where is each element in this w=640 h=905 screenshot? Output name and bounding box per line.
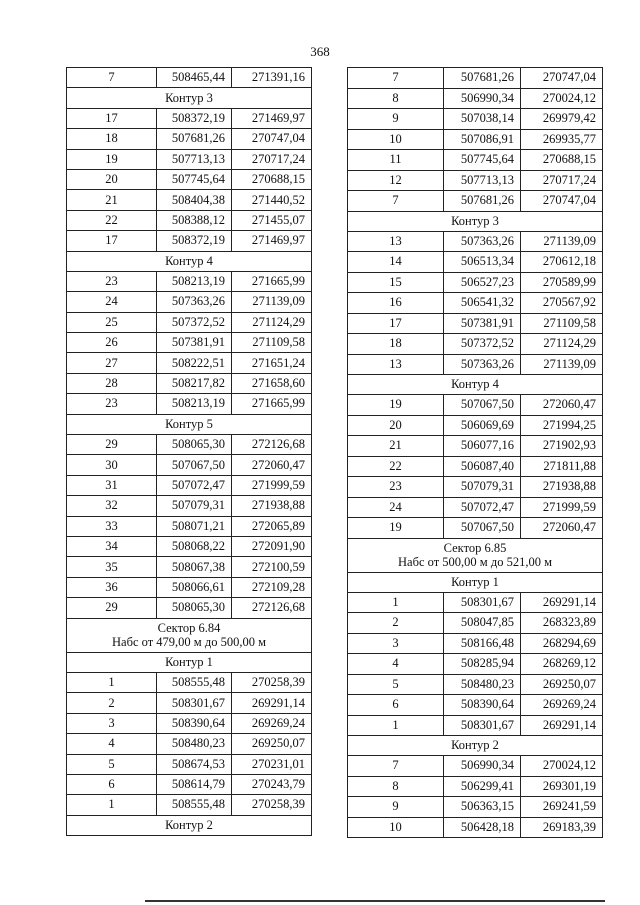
- coordinate-x: 507681,26: [444, 191, 521, 212]
- coordinate-y: 271811,88: [521, 456, 603, 477]
- coordinate-y: 269269,24: [232, 713, 312, 733]
- point-number: 11: [348, 150, 444, 171]
- coordinate-y: 269979,42: [521, 109, 603, 130]
- coordinate-x: 508480,23: [444, 674, 521, 695]
- coordinate-x: 507038,14: [444, 109, 521, 130]
- coordinate-y: 271440,52: [232, 190, 312, 210]
- table-row: [67, 435, 312, 455]
- coordinate-y: 271658,60: [232, 373, 312, 393]
- point-number: 6: [67, 774, 157, 794]
- point-number: 23: [67, 394, 157, 414]
- contour-header: Контур 2: [348, 736, 603, 756]
- coordinate-y: 269935,77: [521, 129, 603, 150]
- table-row: [67, 598, 312, 618]
- table-row: [348, 756, 603, 777]
- table-row: [348, 674, 603, 695]
- table-row: [67, 108, 312, 128]
- coordinate-y: 270717,24: [232, 149, 312, 169]
- point-number: 33: [67, 516, 157, 536]
- coordinate-x: 507079,31: [157, 496, 232, 516]
- table-row: [67, 394, 312, 414]
- point-number: 17: [67, 108, 157, 128]
- coordinate-x: 508301,67: [444, 715, 521, 736]
- point-number: 7: [348, 756, 444, 777]
- coordinate-y: 271938,88: [521, 477, 603, 498]
- coordinate-x: 508071,21: [157, 516, 232, 536]
- table-row: [67, 475, 312, 495]
- coordinate-x: 508301,67: [157, 693, 232, 713]
- coordinate-x: 507372,52: [157, 312, 232, 332]
- coordinate-y: 270717,24: [521, 170, 603, 191]
- table-row: [348, 252, 603, 273]
- sector-header-row: [67, 618, 312, 652]
- table-row: [67, 754, 312, 774]
- table-row: [67, 149, 312, 169]
- table-row: [67, 795, 312, 815]
- coordinate-y: 270612,18: [521, 252, 603, 273]
- table-row: [67, 713, 312, 733]
- table-row: [348, 272, 603, 293]
- table-row: [348, 518, 603, 539]
- coordinate-x: 508465,44: [157, 68, 232, 88]
- contour-header-row: [348, 375, 603, 395]
- coordinate-y: 270747,04: [521, 191, 603, 212]
- coordinate-x: 506527,23: [444, 272, 521, 293]
- point-number: 9: [348, 109, 444, 130]
- coordinate-x: 507086,91: [444, 129, 521, 150]
- point-number: 4: [67, 734, 157, 754]
- table-row: [67, 271, 312, 291]
- coordinate-x: 507067,50: [444, 395, 521, 416]
- point-number: 23: [348, 477, 444, 498]
- point-number: 14: [348, 252, 444, 273]
- point-number: 10: [348, 817, 444, 838]
- sector-title: Сектор 6.84: [157, 621, 221, 636]
- point-number: 18: [348, 334, 444, 355]
- coordinate-y: 270688,15: [521, 150, 603, 171]
- coordinate-y: 271109,58: [232, 333, 312, 353]
- contour-header-row: [67, 88, 312, 108]
- point-number: 5: [67, 754, 157, 774]
- point-number: 4: [348, 654, 444, 675]
- coordinate-y: 270231,01: [232, 754, 312, 774]
- contour-header: Контур 3: [348, 211, 603, 231]
- coordinate-y: 270024,12: [521, 88, 603, 109]
- contour-header: Контур 2: [67, 815, 312, 835]
- coordinate-y: 271651,24: [232, 353, 312, 373]
- point-number: 1: [67, 795, 157, 815]
- coordinate-x: 508555,48: [157, 795, 232, 815]
- table-row: [348, 633, 603, 654]
- table-row: [348, 150, 603, 171]
- coordinate-x: 506428,18: [444, 817, 521, 838]
- point-number: 36: [67, 577, 157, 597]
- point-number: 27: [67, 353, 157, 373]
- point-number: 2: [348, 613, 444, 634]
- coordinate-y: 272060,47: [521, 395, 603, 416]
- point-number: 24: [348, 497, 444, 518]
- coordinate-y: 269250,07: [232, 734, 312, 754]
- bottom-rule: [145, 900, 605, 902]
- point-number: 9: [348, 797, 444, 818]
- point-number: 3: [67, 713, 157, 733]
- coordinate-y: 269269,24: [521, 695, 603, 716]
- point-number: 22: [348, 456, 444, 477]
- coordinate-y: 270747,04: [232, 129, 312, 149]
- point-number: 35: [67, 557, 157, 577]
- point-number: 24: [67, 292, 157, 312]
- coordinate-x: 506541,32: [444, 293, 521, 314]
- coordinate-y: 271124,29: [521, 334, 603, 355]
- coordinate-x: 506363,15: [444, 797, 521, 818]
- coordinate-x: 507067,50: [157, 455, 232, 475]
- coordinate-y: 271999,59: [232, 475, 312, 495]
- sector-header: [348, 538, 603, 572]
- point-number: 8: [348, 88, 444, 109]
- coordinate-y: 270258,39: [232, 672, 312, 692]
- coordinate-y: 272065,89: [232, 516, 312, 536]
- table-row: [348, 191, 603, 212]
- table-row: [67, 312, 312, 332]
- coordinate-x: 507713,13: [157, 149, 232, 169]
- point-number: 31: [67, 475, 157, 495]
- sector-header: [67, 618, 312, 652]
- coordinate-x: 508222,51: [157, 353, 232, 373]
- point-number: 10: [348, 129, 444, 150]
- coordinates-table-right: [347, 67, 603, 838]
- point-number: 29: [67, 598, 157, 618]
- coordinate-x: 507067,50: [444, 518, 521, 539]
- coordinate-y: 268323,89: [521, 613, 603, 634]
- coordinate-x: 508301,67: [444, 592, 521, 613]
- table-row: [67, 536, 312, 556]
- contour-header-row: [348, 572, 603, 592]
- table-row: [348, 654, 603, 675]
- table-row: [348, 436, 603, 457]
- point-number: 26: [67, 333, 157, 353]
- sector-title: Сектор 6.85: [443, 541, 507, 555]
- table-row: [348, 395, 603, 416]
- coordinate-y: 271665,99: [232, 271, 312, 291]
- sector-header-row: [348, 538, 603, 572]
- coordinate-y: 272109,28: [232, 577, 312, 597]
- coordinate-x: 506069,69: [444, 415, 521, 436]
- coordinates-table-left: [66, 67, 312, 836]
- coordinate-y: 268269,12: [521, 654, 603, 675]
- table-row: [348, 129, 603, 150]
- point-number: 20: [67, 169, 157, 189]
- coordinate-x: 507745,64: [157, 169, 232, 189]
- coordinate-x: 508614,79: [157, 774, 232, 794]
- point-number: 7: [348, 68, 444, 89]
- coordinate-y: 272126,68: [232, 598, 312, 618]
- coordinate-x: 507363,26: [444, 354, 521, 375]
- table-row: [348, 592, 603, 613]
- coordinate-y: 269291,14: [521, 715, 603, 736]
- point-number: 17: [67, 231, 157, 251]
- point-number: 17: [348, 313, 444, 334]
- point-number: 25: [67, 312, 157, 332]
- table-row: [67, 774, 312, 794]
- coordinate-x: 508166,48: [444, 633, 521, 654]
- table-row: [67, 231, 312, 251]
- point-number: 34: [67, 536, 157, 556]
- contour-header-row: [67, 414, 312, 434]
- coordinate-y: 271469,97: [232, 108, 312, 128]
- point-number: 13: [348, 231, 444, 252]
- coordinate-y: 271665,99: [232, 394, 312, 414]
- coordinate-x: 508372,19: [157, 231, 232, 251]
- coordinate-y: 272060,47: [232, 455, 312, 475]
- point-number: 5: [348, 674, 444, 695]
- table-row: [67, 169, 312, 189]
- table-row: [348, 313, 603, 334]
- contour-header-row: [67, 652, 312, 672]
- point-number: 2: [67, 693, 157, 713]
- coordinate-y: 272091,90: [232, 536, 312, 556]
- coordinate-x: 508066,61: [157, 577, 232, 597]
- table-row: [348, 415, 603, 436]
- point-number: 23: [67, 271, 157, 291]
- coordinate-y: 271139,09: [232, 292, 312, 312]
- table-row: [348, 497, 603, 518]
- coordinate-x: 507072,47: [157, 475, 232, 495]
- coordinate-x: 508555,48: [157, 672, 232, 692]
- table-row: [348, 776, 603, 797]
- coordinate-x: 507681,26: [157, 129, 232, 149]
- table-row: [67, 672, 312, 692]
- contour-header-row: [67, 251, 312, 271]
- table-row: [348, 231, 603, 252]
- table-row: [348, 334, 603, 355]
- point-number: 30: [67, 455, 157, 475]
- coordinate-x: 507072,47: [444, 497, 521, 518]
- contour-header-row: [348, 211, 603, 231]
- coordinate-x: 506513,34: [444, 252, 521, 273]
- coordinate-x: 508047,85: [444, 613, 521, 634]
- table-row: [348, 68, 603, 89]
- coordinate-y: 272060,47: [521, 518, 603, 539]
- coordinate-y: 271938,88: [232, 496, 312, 516]
- table-row: [348, 354, 603, 375]
- point-number: 7: [348, 191, 444, 212]
- coordinate-x: 508213,19: [157, 271, 232, 291]
- coordinate-y: 271455,07: [232, 210, 312, 230]
- coordinate-y: 271139,09: [521, 354, 603, 375]
- coordinate-y: 270258,39: [232, 795, 312, 815]
- point-number: 3: [348, 633, 444, 654]
- coordinate-x: 507372,52: [444, 334, 521, 355]
- point-number: 28: [67, 373, 157, 393]
- coordinate-x: 508674,53: [157, 754, 232, 774]
- table-row: [67, 577, 312, 597]
- point-number: 1: [348, 715, 444, 736]
- table-row: [67, 496, 312, 516]
- table-row: [67, 734, 312, 754]
- coordinate-y: 269241,59: [521, 797, 603, 818]
- coordinate-x: 507363,26: [157, 292, 232, 312]
- point-number: 1: [67, 672, 157, 692]
- table-row: [348, 477, 603, 498]
- contour-header: Контур 3: [67, 88, 312, 108]
- coordinate-y: 269301,19: [521, 776, 603, 797]
- coordinate-y: 270747,04: [521, 68, 603, 89]
- table-row: [348, 88, 603, 109]
- coordinate-x: 507381,91: [157, 333, 232, 353]
- point-number: 21: [67, 190, 157, 210]
- table-row: [348, 817, 603, 838]
- contour-header: Контур 4: [67, 251, 312, 271]
- coordinate-x: 508285,94: [444, 654, 521, 675]
- coordinate-y: 269250,07: [521, 674, 603, 695]
- coordinate-x: 507363,26: [444, 231, 521, 252]
- point-number: 20: [348, 415, 444, 436]
- table-row: [67, 190, 312, 210]
- coordinate-y: 271902,93: [521, 436, 603, 457]
- point-number: 15: [348, 272, 444, 293]
- coordinate-y: 269291,14: [232, 693, 312, 713]
- point-number: 6: [348, 695, 444, 716]
- coordinate-y: 270688,15: [232, 169, 312, 189]
- coordinate-x: 506077,16: [444, 436, 521, 457]
- coordinate-x: 506299,41: [444, 776, 521, 797]
- table-row: [348, 715, 603, 736]
- coordinate-x: 507079,31: [444, 477, 521, 498]
- contour-header: Контур 1: [348, 572, 603, 592]
- table-row: [67, 455, 312, 475]
- coordinate-x: 508213,19: [157, 394, 232, 414]
- coordinate-x: 507745,64: [444, 150, 521, 171]
- coordinate-x: 507381,91: [444, 313, 521, 334]
- coordinate-x: 508480,23: [157, 734, 232, 754]
- coordinate-y: 269291,14: [521, 592, 603, 613]
- contour-header: Контур 5: [67, 414, 312, 434]
- coordinate-x: 508390,64: [444, 695, 521, 716]
- coordinate-x: 508390,64: [157, 713, 232, 733]
- contour-header: Контур 1: [67, 652, 312, 672]
- table-row: [67, 292, 312, 312]
- point-number: 21: [348, 436, 444, 457]
- table-row: [348, 613, 603, 634]
- coordinate-y: 271469,97: [232, 231, 312, 251]
- coordinate-x: 507713,13: [444, 170, 521, 191]
- sector-height-range: Набс от 500,00 м до 521,00 м: [398, 555, 552, 569]
- coordinate-x: 506990,34: [444, 756, 521, 777]
- table-row: [348, 170, 603, 191]
- coordinate-y: 270589,99: [521, 272, 603, 293]
- coordinate-y: 271124,29: [232, 312, 312, 332]
- contour-header-row: [348, 736, 603, 756]
- point-number: 18: [67, 129, 157, 149]
- coordinate-x: 508065,30: [157, 598, 232, 618]
- table-row: [348, 109, 603, 130]
- coordinate-x: 508372,19: [157, 108, 232, 128]
- page-number: 368: [310, 44, 330, 59]
- coordinate-y: 272126,68: [232, 435, 312, 455]
- coordinate-x: 508217,82: [157, 373, 232, 393]
- point-number: 7: [67, 68, 157, 88]
- table-row: [67, 693, 312, 713]
- point-number: 19: [348, 518, 444, 539]
- table-row: [67, 373, 312, 393]
- coordinate-y: 270567,92: [521, 293, 603, 314]
- table-row: [67, 129, 312, 149]
- point-number: 19: [348, 395, 444, 416]
- table-row: [67, 68, 312, 88]
- coordinate-x: 508065,30: [157, 435, 232, 455]
- table-row: [67, 333, 312, 353]
- table-row: [67, 516, 312, 536]
- point-number: 22: [67, 210, 157, 230]
- coordinate-y: 269183,39: [521, 817, 603, 838]
- coordinate-x: 506087,40: [444, 456, 521, 477]
- coordinate-x: 507681,26: [444, 68, 521, 89]
- table-row: [67, 353, 312, 373]
- coordinate-y: 271999,59: [521, 497, 603, 518]
- point-number: 1: [348, 592, 444, 613]
- table-row: [67, 557, 312, 577]
- coordinate-y: 271391,16: [232, 68, 312, 88]
- coordinate-x: 508068,22: [157, 536, 232, 556]
- point-number: 19: [67, 149, 157, 169]
- coordinate-x: 508404,38: [157, 190, 232, 210]
- coordinate-y: 268294,69: [521, 633, 603, 654]
- coordinate-y: 271109,58: [521, 313, 603, 334]
- coordinate-y: 270243,79: [232, 774, 312, 794]
- coordinate-y: 271139,09: [521, 231, 603, 252]
- table-row: [348, 293, 603, 314]
- coordinate-x: 508067,38: [157, 557, 232, 577]
- contour-header: Контур 4: [348, 375, 603, 395]
- point-number: 8: [348, 776, 444, 797]
- point-number: 29: [67, 435, 157, 455]
- table-row: [348, 797, 603, 818]
- table-row: [348, 456, 603, 477]
- sector-height-range: Набс от 479,00 м до 500,00 м: [112, 635, 266, 650]
- point-number: 12: [348, 170, 444, 191]
- coordinate-y: 270024,12: [521, 756, 603, 777]
- coordinate-y: 271994,25: [521, 415, 603, 436]
- table-row: [348, 695, 603, 716]
- point-number: 32: [67, 496, 157, 516]
- coordinate-x: 508388,12: [157, 210, 232, 230]
- point-number: 16: [348, 293, 444, 314]
- contour-header-row: [67, 815, 312, 835]
- coordinate-x: 506990,34: [444, 88, 521, 109]
- table-row: [67, 210, 312, 230]
- coordinate-y: 272100,59: [232, 557, 312, 577]
- point-number: 13: [348, 354, 444, 375]
